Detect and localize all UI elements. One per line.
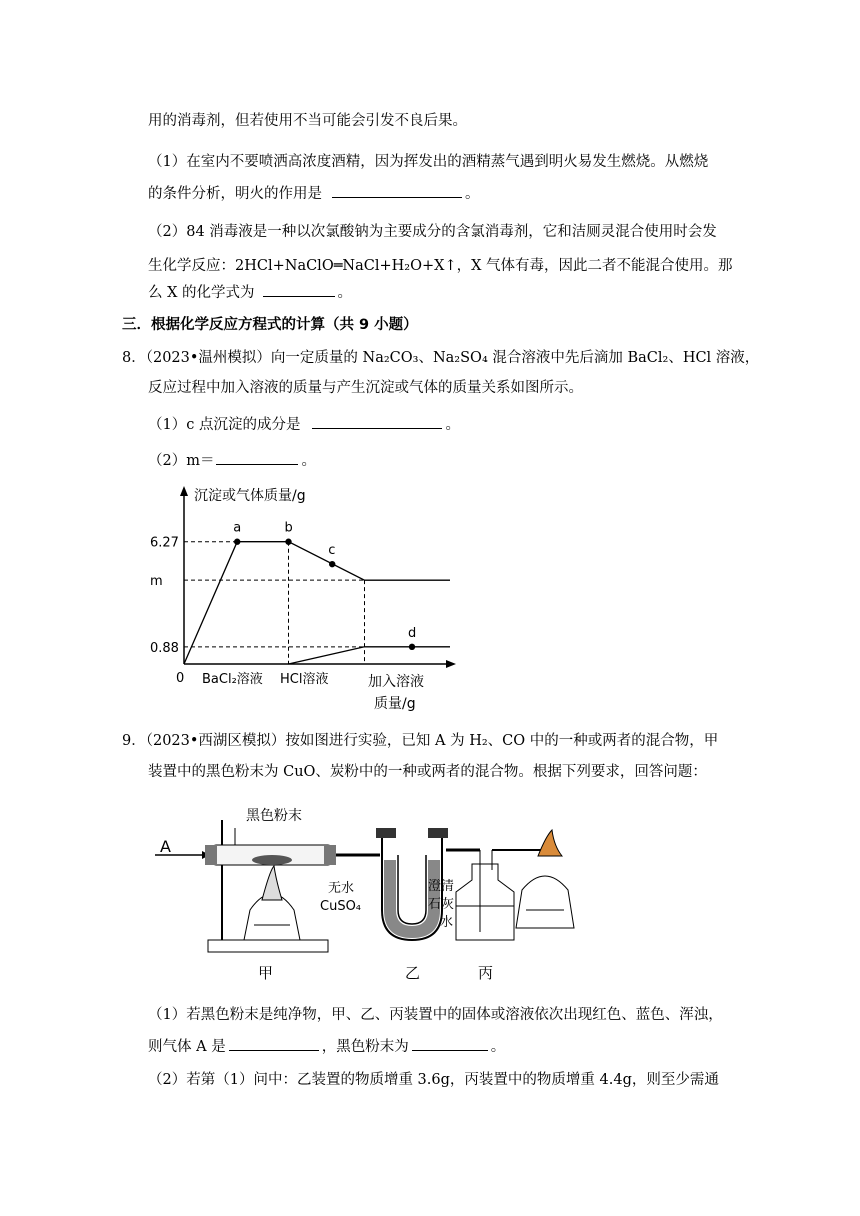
data-point-b — [285, 539, 291, 545]
stand-base — [208, 940, 328, 952]
punct: 。 — [465, 186, 480, 202]
cuso4-label-2: CuSO₄ — [320, 899, 362, 914]
q7-part2-line1: （2）84 消毒液是一种以次氯酸钠为主要成分的含氯消毒剂，它和洁厕灵混合使用时会发 — [148, 224, 717, 240]
y-tick-label: m — [150, 574, 163, 590]
data-point-a — [234, 539, 240, 545]
q9-part1-mid: ，黑色粉末为 — [321, 1039, 409, 1055]
x-segment-label: BaCl₂溶液 — [202, 672, 263, 687]
series-line-2 — [289, 647, 451, 664]
point-label-d: d — [408, 625, 417, 641]
q7-part1-line1: （1）在室内不要喷洒高浓度酒精，因为挥发出的酒精蒸气遇到明火易发生燃烧。从燃烧 — [148, 154, 709, 170]
label-yi: 乙 — [405, 964, 421, 982]
q9-part1-line2 — [148, 1036, 505, 1057]
y-tick-label: 6.27 — [150, 535, 179, 551]
tail-flame-icon — [538, 830, 562, 856]
limewater-label-2: 石灰 — [428, 897, 455, 912]
answer-blank[interactable] — [332, 183, 462, 198]
punct: 。 — [301, 453, 316, 469]
q8-part1-text: （1）c 点沉淀的成分是 — [148, 417, 301, 433]
q7-part2-text: 么 X 的化学式为 — [148, 285, 255, 301]
q9-part1-text: 则气体 A 是 — [148, 1039, 226, 1055]
y-tick-label: 0.88 — [150, 640, 179, 656]
limewater-label-1: 澄清 — [428, 879, 455, 894]
stopper-left — [205, 845, 217, 865]
answer-blank[interactable] — [312, 414, 442, 429]
point-label-c: c — [328, 543, 336, 559]
q9-part2: （2）若第（1）问中：乙装置的物质增重 3.6g，丙装置中的物质增重 4.4g，则至少需通 — [148, 1072, 719, 1088]
origin-label: 0 — [176, 671, 185, 686]
cuso4-label-1: 无水 — [328, 881, 355, 896]
q8-line2: 反应过程中加入溶液的质量与产生沉淀或气体的质量关系如图所示。 — [148, 380, 583, 396]
answer-blank[interactable] — [263, 282, 335, 297]
q7-part1-line2 — [148, 183, 480, 204]
precipitate-chart — [140, 478, 460, 718]
q8-part1 — [148, 414, 460, 435]
q7-part2-line2: 生化学反应：2HCl+NaClO═NaCl+H₂O+X↑，X 气体有毒，因此二者不能混合使用。那 — [148, 258, 733, 274]
powder-label: 黑色粉末 — [246, 808, 302, 824]
label-bing: 丙 — [478, 964, 494, 982]
limewater-label-3: 水 — [440, 915, 454, 930]
answer-blank[interactable] — [412, 1036, 488, 1051]
limewater-bottle — [456, 864, 514, 940]
u-stopper-right — [428, 828, 448, 838]
experiment-apparatus — [150, 800, 580, 990]
punct: 。 — [490, 1039, 506, 1055]
q9-line1: 9．（2023•西湖区模拟）按如图进行实验，已知 A 为 H₂、CO 中的一种或两者的混合物，甲 — [122, 733, 719, 749]
label-jia: 甲 — [258, 964, 274, 982]
u-stopper-left — [376, 828, 396, 838]
point-label-a: a — [233, 520, 242, 536]
q8-part2 — [148, 450, 316, 471]
section-title: 三．根据化学反应方程式的计算（共 9 小题） — [122, 317, 418, 333]
u-tube-inner — [398, 855, 426, 924]
data-point-d — [409, 644, 415, 650]
black-powder — [252, 855, 292, 865]
y-axis-label: 沉淀或气体质量/g — [194, 488, 306, 504]
burner-jia — [244, 894, 300, 940]
x-axis-label-1: 加入溶液 — [368, 674, 424, 690]
burner-bing — [516, 876, 574, 928]
intro-line: 用的消毒剂，但若使用不当可能会引发不良后果。 — [148, 113, 467, 129]
q9-line2: 装置中的黑色粉末为 CuO、炭粉中的一种或两者的混合物。根据下列要求，回答问题： — [148, 764, 707, 780]
punct: 。 — [337, 285, 353, 301]
q8-part2-text: （2）m＝ — [148, 453, 215, 469]
q7-part2-line3 — [148, 282, 352, 303]
q9-part1-line1: （1）若黑色粉末是纯净物，甲、乙、丙装置中的固体或溶液依次出现红色、蓝色、浑浊， — [148, 1007, 723, 1023]
q7-part1-text: 的条件分析，明火的作用是 — [148, 186, 322, 202]
x-axis-label-2: 质量/g — [374, 696, 416, 712]
answer-blank[interactable] — [216, 450, 298, 465]
stopper-right — [324, 845, 336, 865]
data-point-c — [329, 561, 335, 567]
x-axis-arrow-icon — [446, 660, 456, 668]
point-label-b: b — [284, 520, 293, 536]
x-segment-label: HCl溶液 — [280, 672, 329, 687]
answer-blank[interactable] — [229, 1036, 319, 1051]
punct: 。 — [445, 417, 460, 433]
flame-icon — [262, 866, 282, 900]
y-axis-arrow-icon — [180, 486, 188, 496]
gas-a-label: A — [160, 837, 171, 856]
q8-line1: 8．（2023•温州模拟）向一定质量的 Na₂CO₃、Na₂SO₄ 混合溶液中先后滴加 BaCl₂、HCl 溶液， — [122, 350, 760, 366]
